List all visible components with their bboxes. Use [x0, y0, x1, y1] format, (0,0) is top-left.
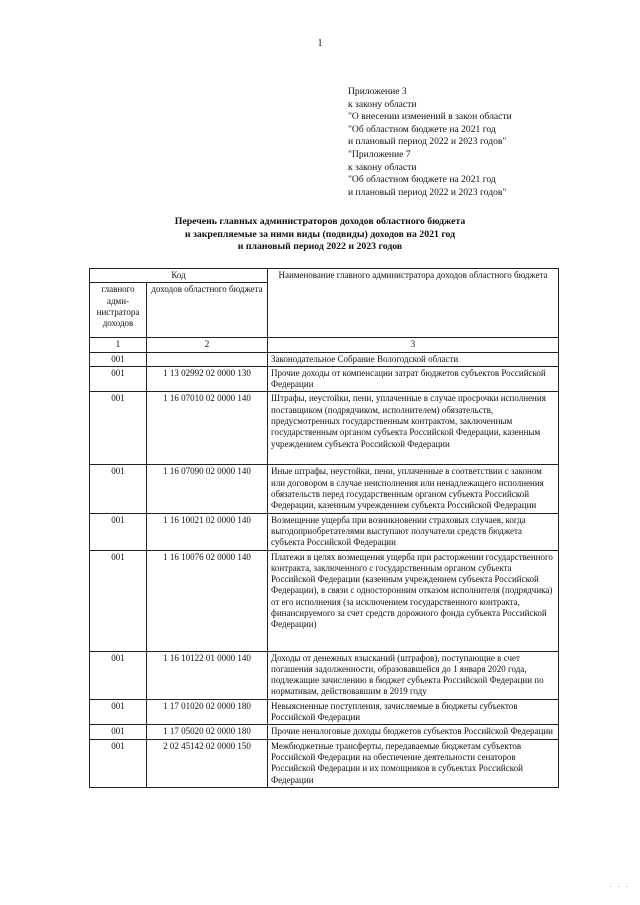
income-name-cell: Невыясненные поступления, зачисляемые в бюджеты субъектов Российской Федерации	[268, 699, 559, 725]
title-line: Перечень главных администраторов доходов областного бюджета	[174, 216, 466, 227]
table-row	[90, 550, 559, 651]
table-row	[90, 725, 559, 739]
column-number: 2	[147, 338, 268, 352]
appendix-line: и плановый период 2022 и 2023 годов"	[348, 136, 507, 148]
table-row	[90, 699, 559, 725]
income-code-cell: 1 16 10122 01 0000 140	[147, 651, 268, 699]
table-row	[90, 366, 559, 392]
title-line: и плановый период 2022 и 2023 годов	[237, 241, 403, 253]
income-name-cell: Прочие неналоговые доходы бюджетов субъектов Российской Федерации	[268, 725, 559, 739]
admin-code-cell: 001	[90, 513, 147, 550]
income-name-cell: Возмещение ущерба при возникновении страховых случаев, когда выгодоприобретателями выступают получатели средств бюджета субъекта Российской Федерации	[268, 513, 559, 550]
appendix-line: "Об областном бюджете на 2021 год	[348, 123, 496, 135]
appendix-line: Приложение 3	[348, 86, 407, 97]
admin-code-cell: 001	[90, 392, 147, 465]
table-row	[90, 739, 559, 787]
appendix-line: и плановый период 2022 и 2023 годов"	[348, 186, 507, 198]
income-code-cell: 2 02 45142 02 0000 150	[147, 739, 268, 787]
income-code-cell: 1 16 07010 02 0000 140	[147, 392, 268, 465]
income-name-cell: Доходы от денежных взысканий (штрафов), поступающие в счет погашения задолженности, образовавшейся до 1 января 2020 года, подлежащие зачислению в бюджет субъекта Российской Федерации по нормативам, действовавшим в 2019 году	[268, 651, 559, 699]
income-code-cell: 1 13 02992 02 0000 130	[147, 366, 268, 392]
income-name-cell: Иные штрафы, неустойки, пени, уплаченные в соответствии с законом или договором в случае неисполнения или ненадлежащего исполнения обязательств перед государственным органом субъекта Российской Федерации, казенным учреждением субъекта Российской Федерации	[268, 465, 559, 513]
admin-code-cell: 001	[90, 725, 147, 739]
table-row	[90, 465, 559, 513]
admin-code-cell: 001	[90, 550, 147, 651]
income-name-cell: Межбюджетные трансферты, передаваемые бюджетам субъектов Российской Федерации на обеспечение деятельности сенаторов Российской Федерации и их помощников в субъектах Российской Федерации	[268, 739, 559, 787]
admin-code-cell: 001	[90, 651, 147, 699]
appendix-line: к закону области	[348, 161, 417, 173]
header-income-code: доходов областного бюджета	[147, 283, 268, 338]
income-name-cell: Прочие доходы от компенсации затрат бюджетов субъектов Российской Федерации	[268, 366, 559, 392]
table-row	[90, 392, 559, 465]
revenue-administrators-table	[89, 268, 559, 788]
header-name: Наименование главного администратора доходов областного бюджета	[268, 269, 559, 338]
table-row	[90, 352, 559, 366]
income-code-cell: 1 16 10076 02 0000 140	[147, 550, 268, 651]
title-line: и закрепляемые за ними виды (подвиды) доходов на 2021 год	[184, 228, 456, 240]
income-code-cell: 1 16 10021 02 0000 140	[147, 513, 268, 550]
header-admin-code: главного адми-нистратора доходов	[90, 283, 147, 338]
page-number: 1	[317, 38, 323, 49]
income-code-cell: 1 17 05020 02 0000 180	[147, 725, 268, 739]
income-name-cell: Платежи в целях возмещения ущерба при расторжении государственного контракта, заключенного с государственным органом субъекта Российской Федерации (казенным учреждением субъекта Российской Федерации), в связи с односторонним отказом исполнителя (подрядчика) от его исполнения (за исключением государственного контракта, финансируемого за счет средств дорожного фонда субъекта Российской Федерации)	[268, 550, 559, 651]
document-title	[90, 216, 550, 254]
admin-code-cell: 001	[90, 352, 147, 366]
column-number: 1	[90, 338, 147, 352]
admin-code-cell: 001	[90, 739, 147, 787]
income-code-cell	[147, 352, 268, 366]
income-name-cell: Штрафы, неустойки, пени, уплаченные в случае просрочки исполнения поставщиком (подрядчиком, исполнителем) обязательств, предусмотренных государственным контрактом, заключенным государственным органом субъекта Российской Федерации, казенным учреждением субъекта Российской Федерации	[268, 392, 559, 465]
appendix-line: "О внесении изменений в закон области	[348, 111, 512, 123]
income-name-cell: Законодательное Собрание Вологодской области	[268, 352, 559, 366]
appendix-reference	[348, 86, 608, 199]
table-row	[90, 513, 559, 550]
income-code-cell: 1 17 01020 02 0000 180	[147, 699, 268, 725]
income-code-cell: 1 16 07090 02 0000 140	[147, 465, 268, 513]
admin-code-cell: 001	[90, 699, 147, 725]
table-row	[90, 651, 559, 699]
admin-code-cell: 001	[90, 465, 147, 513]
header-code: Код	[90, 269, 268, 283]
appendix-line: "Об областном бюджете на 2021 год	[348, 174, 496, 186]
appendix-line: "Приложение 7	[348, 148, 411, 160]
appendix-line: к закону области	[348, 98, 417, 110]
column-number: 3	[268, 338, 559, 352]
scan-marks: · · ·	[609, 883, 630, 891]
admin-code-cell: 001	[90, 366, 147, 392]
